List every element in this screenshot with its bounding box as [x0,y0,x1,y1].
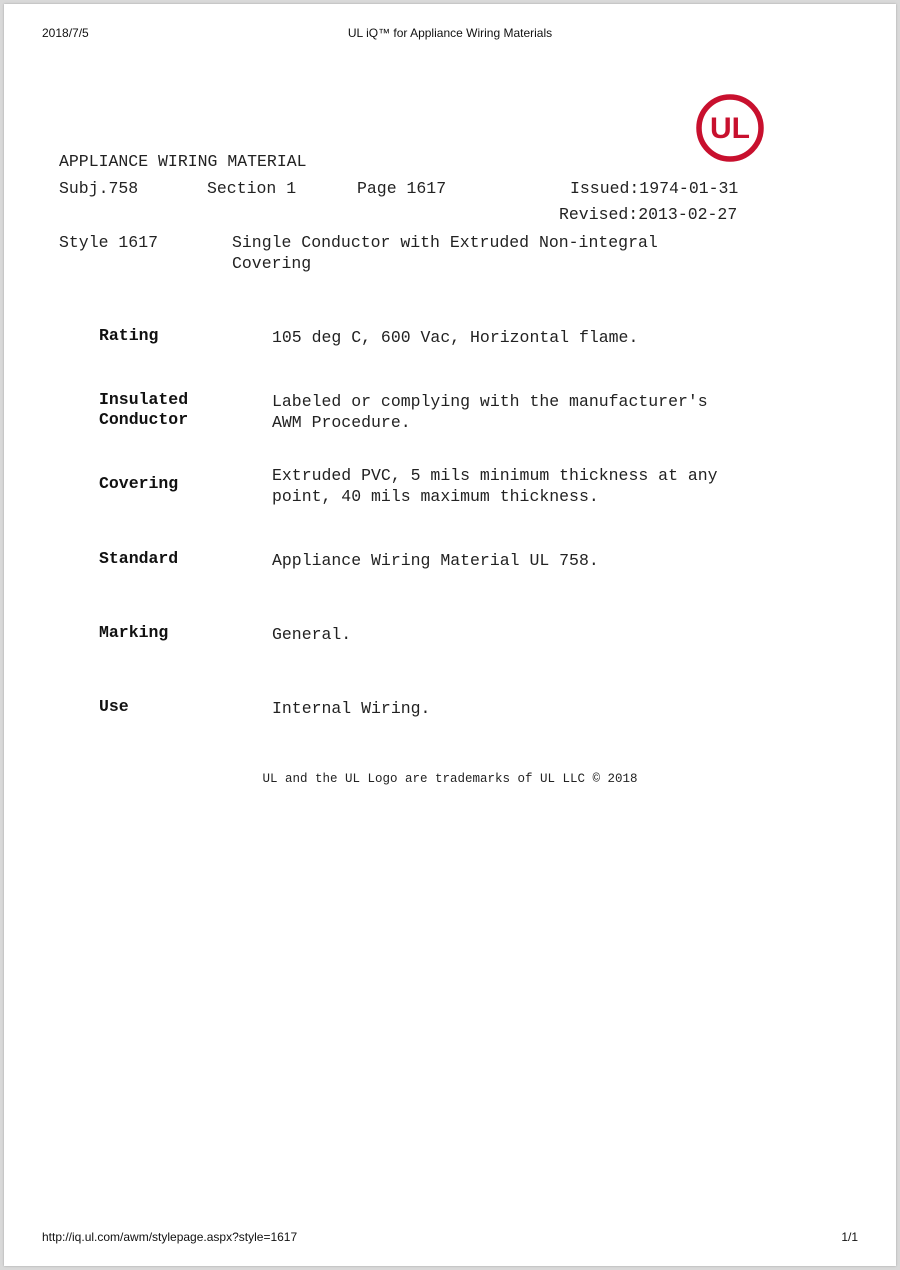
spec-label-insulated-conductor: Insulated Conductor [99,390,189,429]
style-number: Style 1617 [59,233,159,252]
print-date: 2018/7/5 [42,26,89,40]
subject-number: Subj.758 [59,179,139,198]
section-number: Section 1 [207,179,297,198]
document-category: APPLIANCE WIRING MATERIAL [59,152,307,171]
spec-label-marking: Marking [99,623,169,642]
print-page-count: 1/1 [841,1230,858,1244]
page-number: Page 1617 [357,179,447,198]
spec-label-use: Use [99,697,129,716]
spec-value-use: Internal Wiring. [272,699,431,718]
print-url[interactable]: http://iq.ul.com/awm/stylepage.aspx?style=1617 [42,1230,298,1244]
spec-value-rating: 105 deg C, 600 Vac, Horizontal flame. [272,328,639,347]
ul-logo [694,92,766,164]
svg-text:UL: UL [710,112,750,145]
print-title: UL iQ™ for Appliance Wiring Materials [347,26,553,40]
document-page [4,4,896,1266]
style-title-line-1: Single Conductor with Extruded Non-integral [232,233,658,252]
spec-value-insulated-conductor: Labeled or complying with the manufacturer's AWM Procedure. [272,392,708,432]
spec-label-rating: Rating [99,326,159,345]
issued-date: Issued:1974-01-31 [570,179,739,198]
revised-date: Revised:2013-02-27 [559,205,738,224]
spec-label-standard: Standard [99,549,179,568]
spec-value-marking: General. [272,625,352,644]
spec-label-covering: Covering [99,474,179,493]
trademark-notice: UL and the UL Logo are trademarks of UL LLC © 2018 [262,772,638,786]
spec-value-standard: Appliance Wiring Material UL 758. [272,551,599,570]
spec-value-covering: Extruded PVC, 5 mils minimum thickness at any point, 40 mils maximum thickness. [272,466,718,506]
style-title-line-2: Covering [232,254,312,273]
